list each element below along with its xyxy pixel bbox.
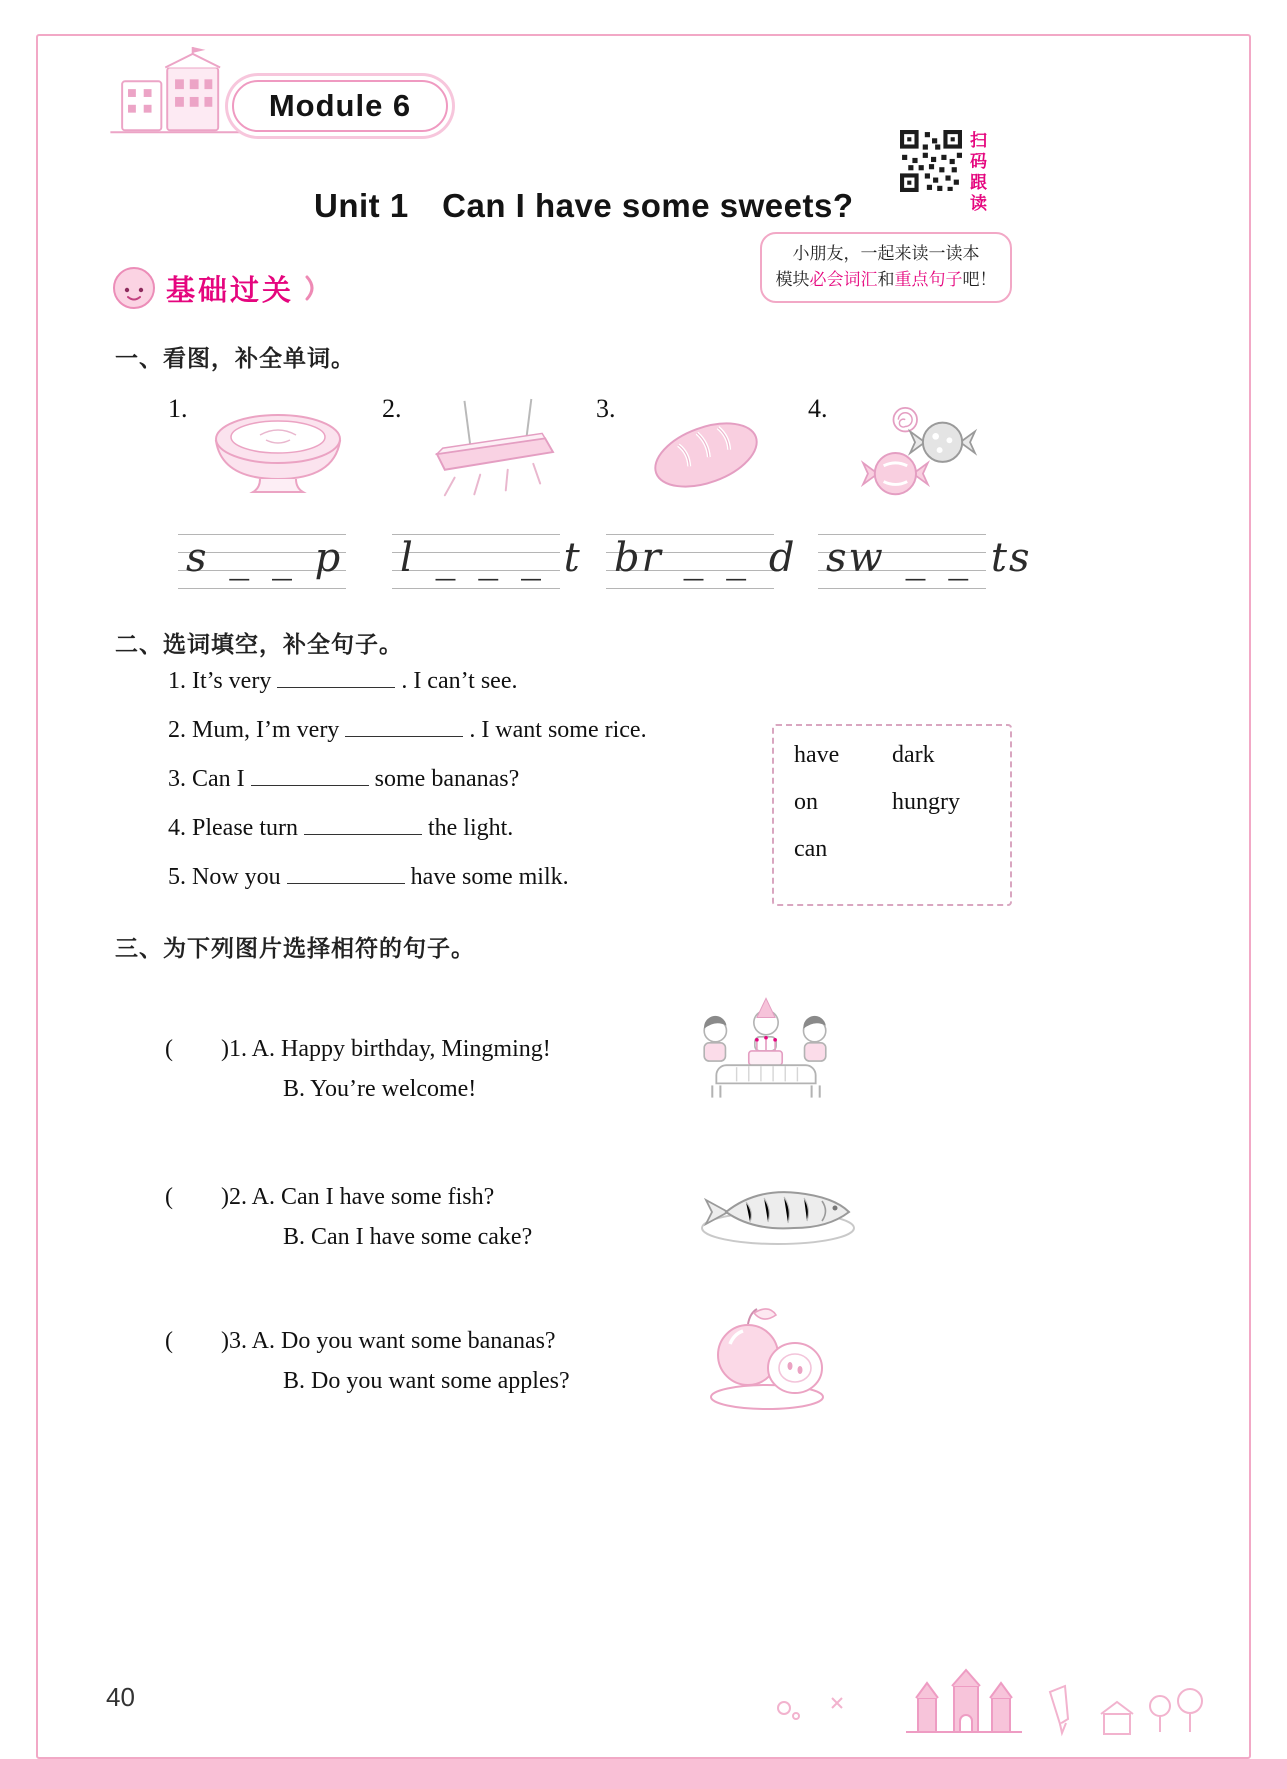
section-three-heading: 三、为下列图片选择相符的句子。 — [115, 935, 475, 961]
fill-blank — [304, 834, 422, 835]
sentence-1: 1. It’s very . I can’t see. — [168, 668, 518, 694]
word-item-bread — [596, 392, 797, 604]
word-answer: sw _ _ ts — [826, 535, 1032, 581]
section-two-heading: 二、选词填空，补全句子。 — [115, 631, 403, 657]
sentence-5: 5. Now you have some milk. — [168, 864, 569, 890]
bread-image — [622, 392, 790, 518]
choice-3-option-a: ( )3. A. Do you want some bananas? — [165, 1328, 556, 1354]
handwriting-lines — [606, 534, 797, 589]
word-answer: br _ _ d — [614, 535, 797, 581]
choice-2-option-a: ( )2. A. Can I have some fish? — [165, 1184, 495, 1210]
item-number: 2. — [382, 394, 402, 423]
birthday-party-image — [690, 992, 842, 1119]
word-bank-item: can — [794, 836, 828, 862]
fish-image — [698, 1170, 858, 1255]
bubble-line1: 小朋友，一起来读一读本 — [792, 244, 980, 263]
handwriting-lines — [178, 534, 346, 589]
footer-decoration — [768, 1668, 1212, 1746]
badge-tail-icon — [304, 274, 318, 302]
word-bank — [772, 724, 1012, 906]
sentence-4: 4. Please turn the light. — [168, 815, 514, 841]
page-number: 40 — [106, 1682, 135, 1712]
section-one-heading: 一、看图，补全单词。 — [115, 345, 355, 371]
handwriting-lines — [818, 534, 1032, 589]
module-badge — [232, 80, 448, 132]
bubble-line2: 模块必会词汇和重点句子吧！ — [775, 270, 997, 290]
choice-1-option-a: ( )1. A. Happy birthday, Mingming! — [165, 1036, 551, 1062]
kid-face-icon — [112, 266, 156, 310]
apples-image — [700, 1292, 835, 1419]
answer-bracket: ( ) — [165, 1036, 229, 1062]
badge-label: 基础过关 — [166, 274, 295, 307]
qr-code — [900, 130, 962, 192]
school-buildings-icon — [104, 46, 252, 144]
sweets-image — [834, 392, 1002, 518]
soup-image — [194, 392, 362, 518]
sentence-3: 3. Can I some bananas? — [168, 766, 520, 792]
word-bank-item: have — [794, 742, 840, 768]
word-item-sweets — [808, 392, 1032, 604]
bottom-pink-band — [0, 1759, 1287, 1789]
unit-title: Unit 1 Can I have some sweets? — [314, 187, 854, 224]
item-number: 4. — [808, 394, 828, 423]
lamp-image — [408, 392, 576, 518]
qr-caption: 扫码跟读 — [967, 131, 986, 215]
handwriting-lines — [392, 534, 582, 589]
word-bank-item: dark — [892, 742, 935, 768]
speech-bubble — [760, 232, 1012, 303]
answer-bracket: ( ) — [165, 1184, 229, 1210]
word-bank-item: hungry — [892, 789, 960, 815]
word-answer: l _ _ _ t — [400, 535, 582, 581]
basics-section-badge — [112, 266, 318, 310]
item-number: 1. — [168, 394, 188, 423]
word-answer: s _ _ p — [186, 535, 343, 581]
answer-bracket: ( ) — [165, 1328, 229, 1354]
item-number: 3. — [596, 394, 616, 423]
word-item-soup — [168, 392, 366, 604]
fill-blank — [277, 687, 395, 688]
fill-blank — [345, 736, 463, 737]
sentence-2: 2. Mum, I’m very . I want some rice. — [168, 717, 647, 743]
fill-blank — [287, 883, 405, 884]
module-label: Module 6 — [268, 88, 412, 123]
fill-blank — [251, 785, 369, 786]
choice-2-option-b: B. Can I have some cake? — [283, 1224, 533, 1250]
choice-1-option-b: B. You’re welcome! — [283, 1076, 477, 1102]
word-item-light — [382, 392, 580, 604]
choice-3-option-b: B. Do you want some apples? — [283, 1368, 570, 1394]
word-bank-item: on — [794, 789, 818, 815]
